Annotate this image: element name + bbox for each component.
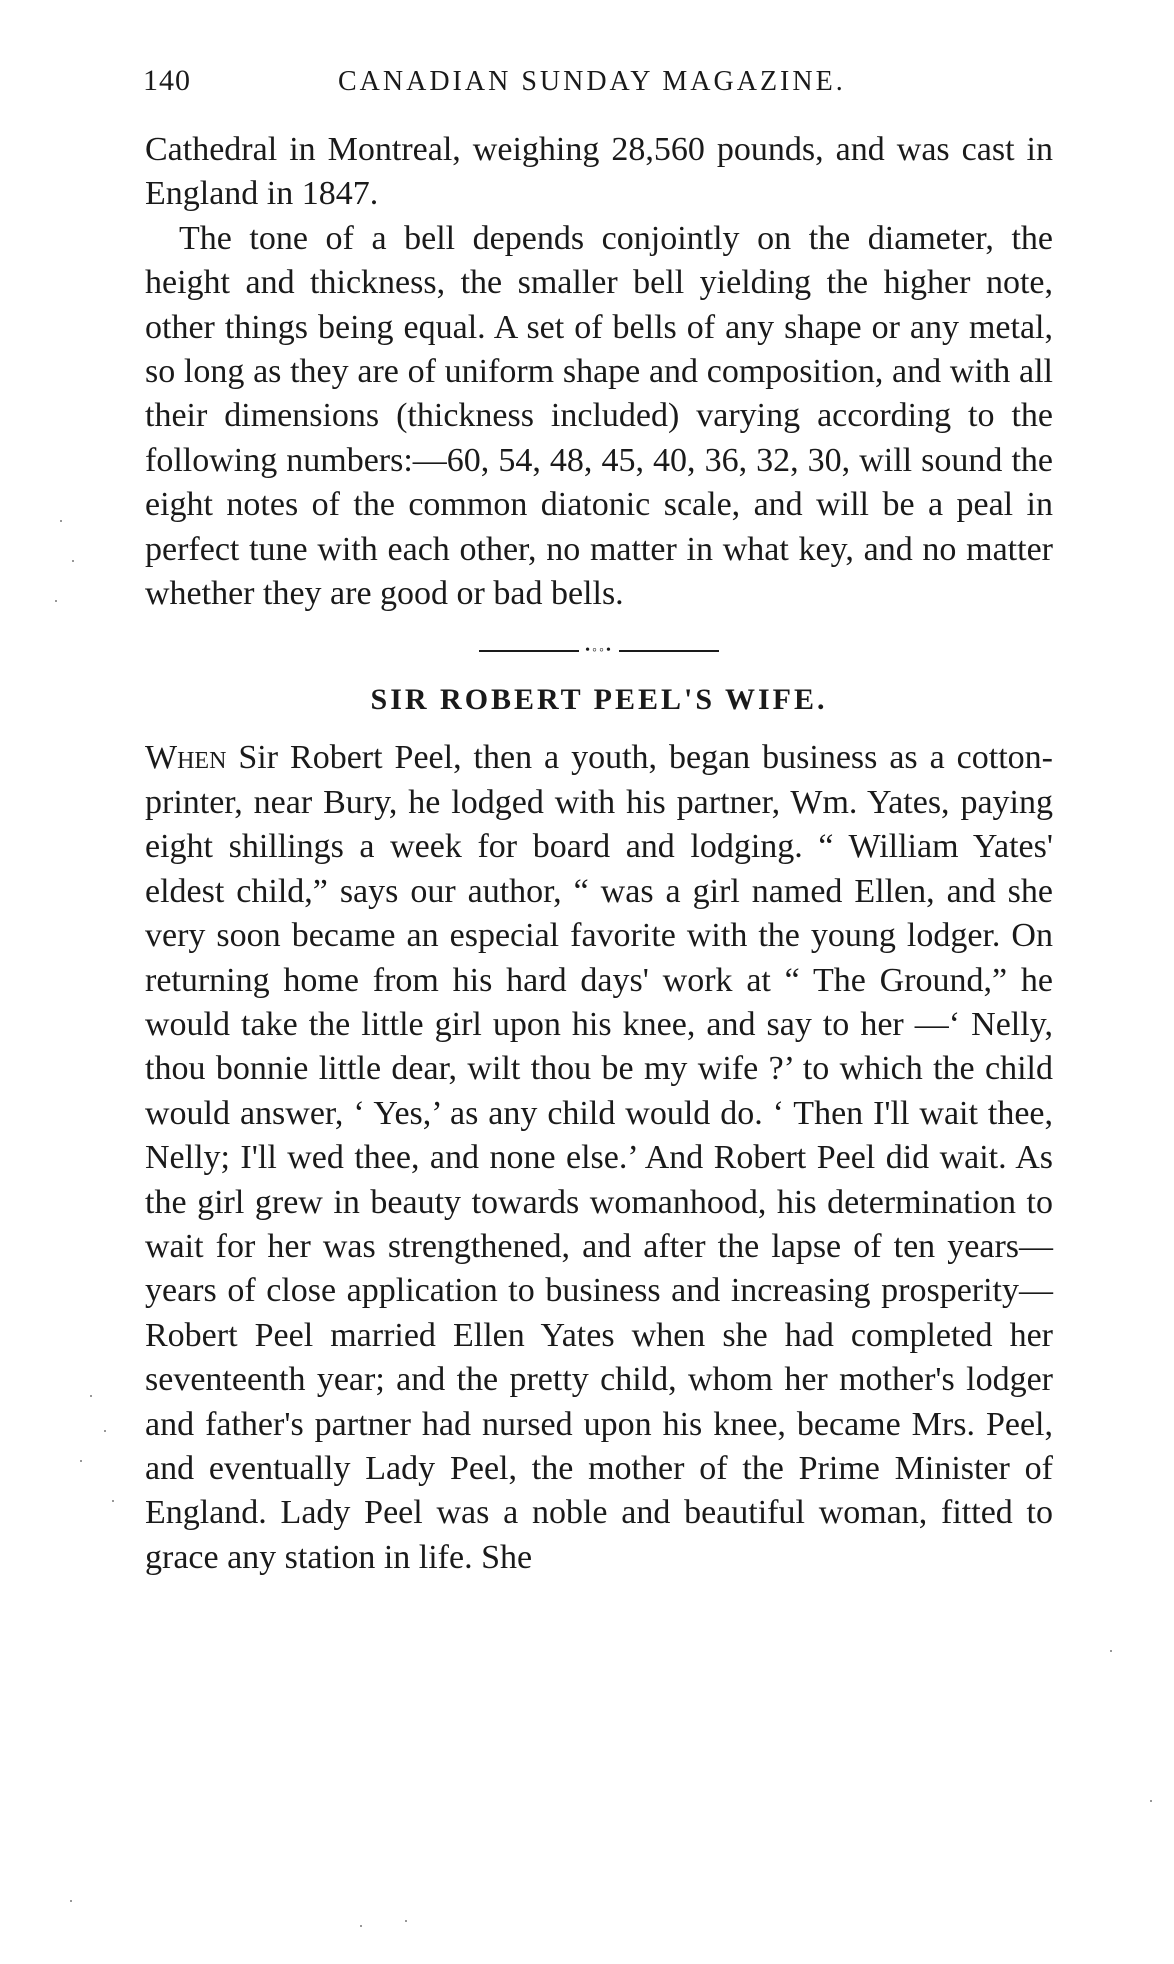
bell-tone-paragraph: The tone of a bell depends conjointly on the diameter, the height and thickness, the smaller bell yielding the higher note, other things being equal. A set of bells of any shape or any metal, so long as they are of uniform shape and composition, and with all their dimensions (thickness included) varying according to the following numbers:—60, 54, 48, 45, 40, 36, 32, 30, will sound the eight notes of the common diatonic scale, and will be a peal in perfect tune with each other, no matter in what key, and no matter whether they are good or bad bells. — [145, 219, 1053, 613]
divider-rule-left — [479, 650, 579, 652]
page-number: 140 — [143, 64, 191, 97]
opening-word: When — [145, 739, 227, 777]
running-title: CANADIAN SUNDAY MAGAZINE. — [338, 66, 846, 97]
page-header — [143, 64, 1053, 104]
article-title: SIR ROBERT PEEL'S WIFE. — [370, 683, 828, 717]
divider-ornament-icon: •◦◦• — [585, 643, 613, 659]
continuation-paragraph: Cathedral in Montreal, weighing 28,560 pounds, and was cast in England in 1847. — [145, 131, 1053, 213]
article-body-text: Sir Robert Peel, then a youth, began business as a cotton-printer, near Bury, he lodged with his partner, Wm. Yates, paying eight shillings a week for board and lodging. “ William Yates' eldest child,” says our author, “ was a girl named Ellen, and she very soon became an especial favorite with the young lodger. On returning home from his hard days' work at “ The Ground,” he would take the little girl upon his knee, and say to her —‘ Nelly, thou bonnie little dear, wilt thou be my wife ?’ to which the child would answer, ‘ Yes,’ as any child would do. ‘ Then I'll wait thee, Nelly; I'll wed thee, and none else.’ And Robert Peel did wait. As the girl grew in beauty towards womanhood, his determination to wait for her was strengthened, and after the lapse of ten years—years of close application to business and increasing prosperity—Robert Peel married Ellen Yates when she had completed her seventeenth year; and the pretty child, whom her mother's lodger and father's partner had nursed upon his knee, became Mrs. Peel, and eventually Lady Peel, the mother of the Prime Minister of England. Lady Peel was a noble and beautiful woman, fitted to grace any station in life. She — [145, 739, 1053, 1576]
article-body — [145, 736, 1053, 1580]
text-column — [145, 128, 1053, 1580]
divider-rule-right — [619, 650, 719, 652]
section-divider — [479, 644, 719, 658]
